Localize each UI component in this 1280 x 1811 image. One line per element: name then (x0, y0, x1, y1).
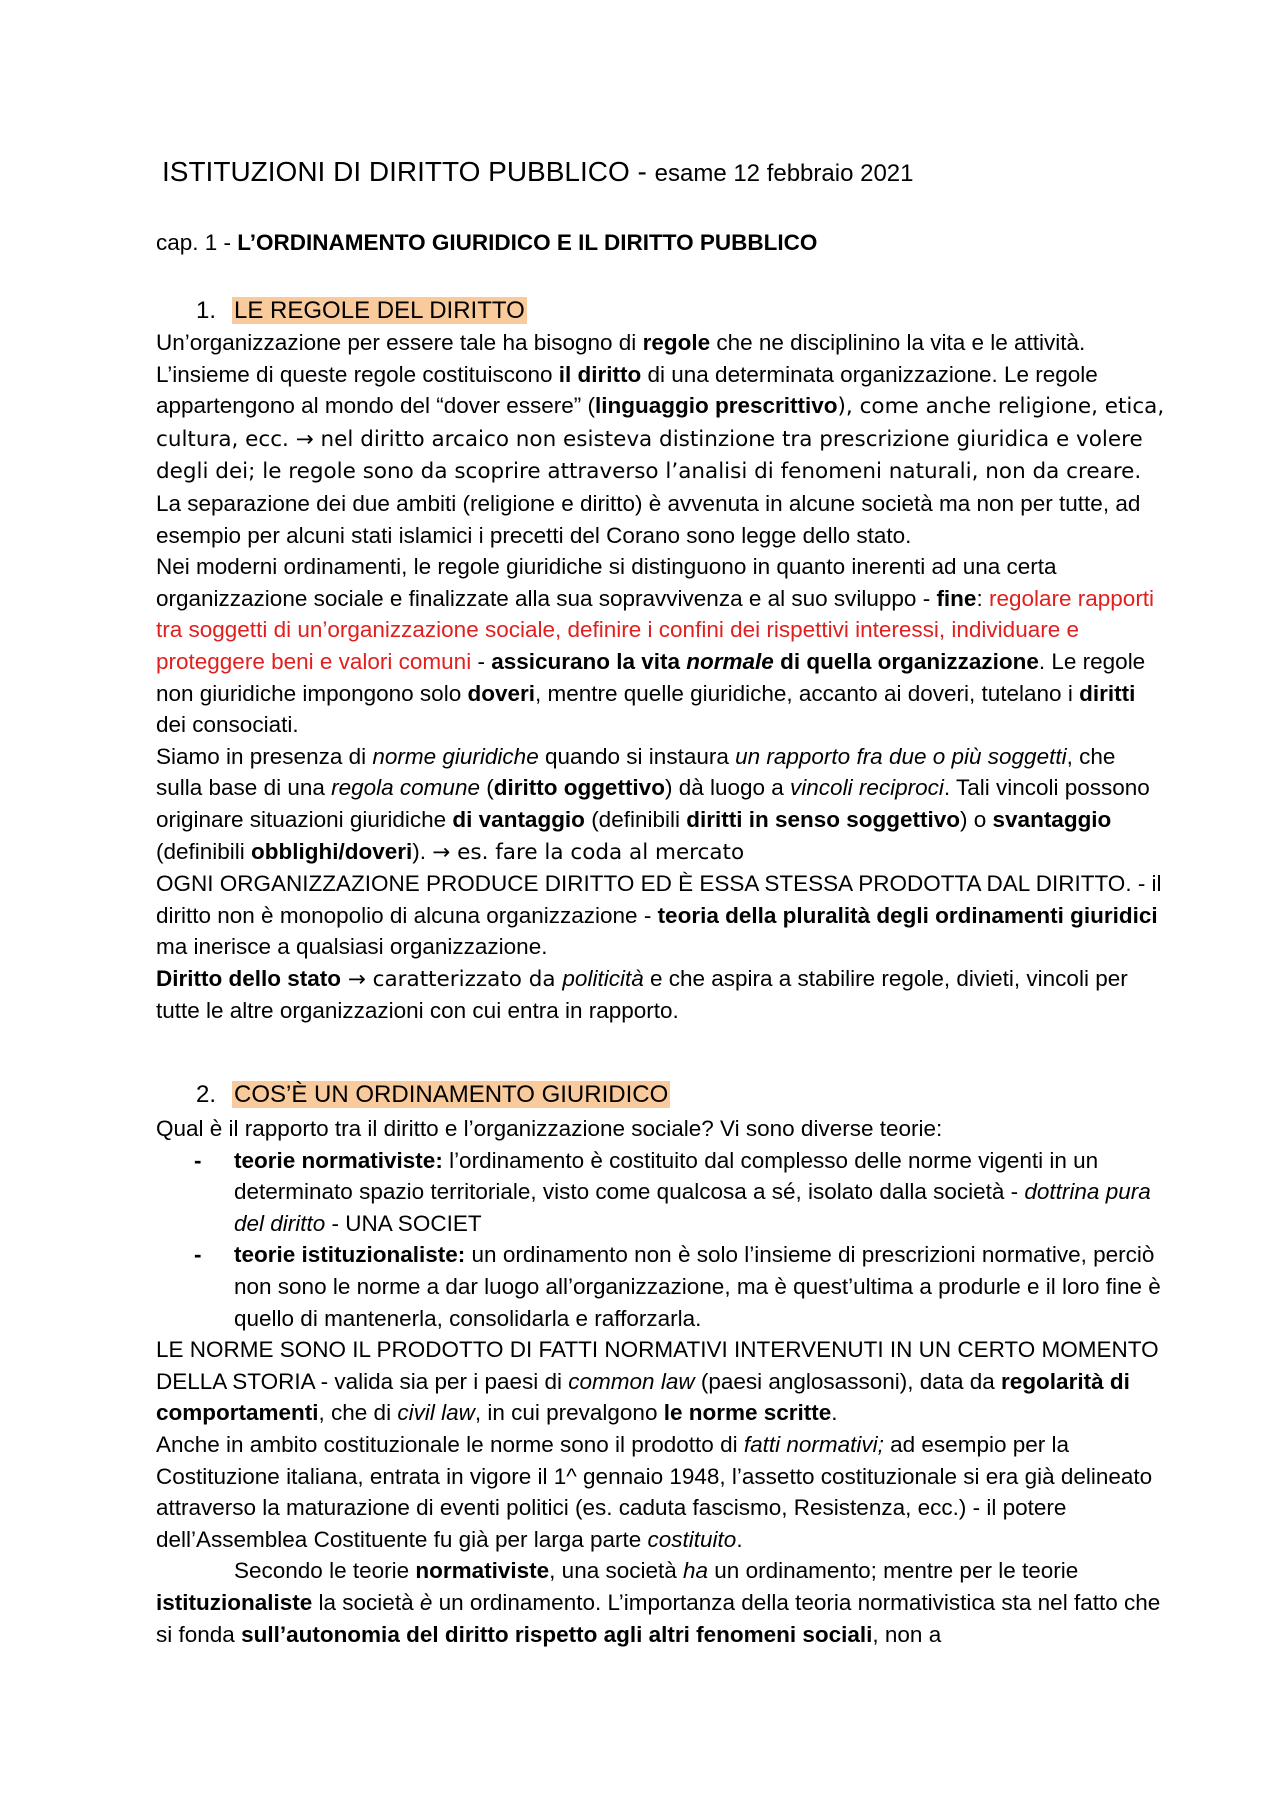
list-item: - teorie normativiste: l’ordinamento è costituito dal complesso delle norme vigenti in un determinato spazio territoriale, visto come qualcosa a sé, isolato dalla società - dottrina pura del diritto - UNA SOCIET (194, 1147, 1151, 1236)
section-2-body (156, 1113, 1166, 1650)
paragraph: La separazione dei due ambiti (religione e diritto) è avvenuta in alcune società ma non per tutte, ad esempio per alcuni stati islamici i precetti del Corano sono legge dello stato. (156, 490, 1141, 548)
section-1-body (156, 327, 1166, 1027)
paragraph: Siamo in presenza di norme giuridiche quando si instaura un rapporto fra due o più soggetti, che sulla base di una regola comune (diritto oggettivo) dà luogo a vincoli reciproci. Tali vincoli possono originare situazioni giuridiche di vantaggio (definibili diritti in senso soggettivo) o svantaggio (definibili obblighi/doveri). → es. fare la coda al mercato (156, 743, 1150, 865)
paragraph: Secondo le teorie normativiste, una società ha un ordinamento; mentre per le teorie istituzionaliste la società è un ordinamento. L’importanza della teoria normativistica sta nel fatto che si fonda sull’autonomia del diritto rispetto agli altri fenomeni sociali, non a (156, 1558, 1161, 1647)
section-2-title: COS’È UN ORDINAMENTO GIURIDICO (234, 1081, 669, 1108)
list-item: - teorie istituzionaliste: un ordinamento non è solo l’insieme di prescrizioni normative, perciò non sono le norme a dar luogo all’organizzazione, ma è quest’ultima a produrle e il loro fine è quello di mantenerla, consolidarla e rafforzarla. (194, 1242, 1161, 1331)
chapter-title: L’ORDINAMENTO GIURIDICO E IL DIRITTO PUBBLICO (237, 230, 818, 255)
highlighted-red-text: regolare rapporti tra soggetti di un’organizzazione sociale, definire i confini dei rispettivi interessi, individuare e proteggere beni e valori comuni (156, 585, 1155, 674)
paragraph: OGNI ORGANIZZAZIONE PRODUCE DIRITTO ED È ESSA STESSA PRODOTTA DAL DIRITTO. - il diritto non è monopolio di alcuna organizzazione - teoria della pluralità degli ordinamenti giuridici ma inerisce a qualsiasi organizzazione. (156, 871, 1162, 960)
title-subtitle: esame 12 febbraio 2021 (654, 160, 914, 187)
theories-list (156, 1145, 1166, 1335)
section-2-heading (196, 1081, 670, 1109)
paragraph: Anche in ambito costituzionale le norme sono il prodotto di fatti normativi; ad esempio per la Costituzione italiana, entrata in vigore il 1^ gennaio 1948, l’assetto costituzionale si era già delineato attraverso la maturazione di eventi politici (es. caduta fascismo, Resistenza, ecc.) - il potere dell’Assemblea Costituente fu già per larga parte costituito. (156, 1431, 1153, 1552)
document-title (162, 156, 913, 188)
paragraph: Nei moderni ordinamenti, le regole giuridiche si distinguono in quanto inerenti ad una certa organizzazione sociale e finalizzate alla sua sopravvivenza e al suo sviluppo - fine: regolare rapporti tra soggetti di un’organizzazione sociale, definire i confini dei rispettivi interessi, individuare e proteggere beni e valori comuni - assicurano la vita normale di quella organizzazione. Le regole non giuridiche impongono solo doveri, mentre quelle giuridiche, accanto ai doveri, tutelano i diritti dei consociati. (156, 554, 1155, 738)
chapter-prefix: cap. 1 - (156, 230, 238, 255)
title-main: ISTITUZIONI DI DIRITTO PUBBLICO - (162, 156, 655, 187)
paragraph: Diritto dello stato → caratterizzato da politicità e che aspira a stabilire regole, divieti, vincoli per tutte le altre organizzazioni con cui entra in rapporto. (156, 965, 1128, 1024)
paragraph: Qual è il rapporto tra il diritto e l’organizzazione sociale? Vi sono diverse teorie: (156, 1116, 943, 1141)
chapter-heading (156, 230, 817, 256)
section-1-number: 1. (196, 297, 217, 324)
section-1-title: LE REGOLE DEL DIRITTO (234, 297, 525, 324)
paragraph: LE NORME SONO IL PRODOTTO DI FATTI NORMATIVI INTERVENUTI IN UN CERTO MOMENTO DELLA STORIA - valida sia per i paesi di common law (paesi anglosassoni), data da regolarità di comportamenti, che di civil law, in cui prevalgono le norme scritte. (156, 1337, 1159, 1426)
paragraph: Un’organizzazione per essere tale ha bisogno di regole che ne disciplinino la vita e le attività. L’insieme di queste regole costituiscono il diritto di una determinata organizzazione. Le regole appartengono al mondo del “dover essere” (linguaggio prescrittivo), come anche religione, etica, cultura, ecc. → nel diritto arcaico non esisteva distinzione tra prescrizione giuridica e volere degli dei; le regole sono da scoprire attraverso l’analisi di fenomeni naturali, non da creare. (156, 330, 1165, 485)
section-1-heading (196, 297, 527, 325)
section-2-number: 2. (196, 1081, 217, 1108)
